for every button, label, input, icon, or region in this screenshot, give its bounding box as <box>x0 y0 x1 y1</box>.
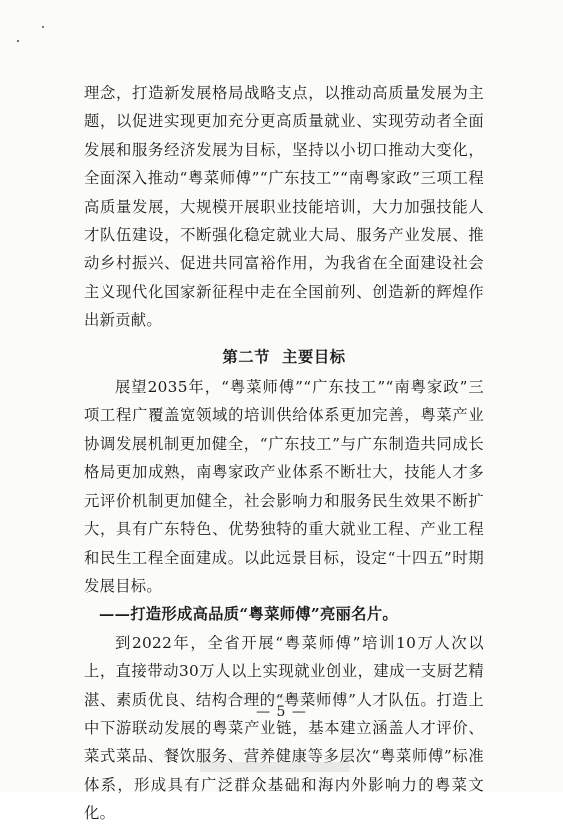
scan-speck <box>17 40 19 42</box>
page-number: — 5 — <box>256 704 307 720</box>
section-title: 主要目标 <box>282 347 346 366</box>
section-number: 第二节 <box>222 347 271 366</box>
vision-paragraph: 展望2035年，“粤菜师傅”“广东技工”“南粤家政”三项工程广覆盖宽领域的培训供给体系更加完善，粤菜产业协调发展机制更加健全，“广东技工”与广东制造共同成长格局更加成熟，南粤家政产业体系不断壮大，技能人才多元评价机制更加健全，社会影响力和服务民生效果不断扩大，具有广东特色、优势独特的重大就业工程、产业工程和民生工程全面建成。以此远景目标，设定“十四五”时期发展目标。 <box>84 378 484 595</box>
goal-one-heading: ——打造形成高品质“粤菜师傅”亮丽名片。 <box>99 605 398 624</box>
intro-paragraph: 理念，打造新发展格局战略支点，以推动高质量发展为主题，以促进实现更加充分更高质量就业、实现劳动者全面发展和服务经济发展为目标，坚持以小切口推动大变化，全面深入推动“粤菜师傅”“广东技工”“南粤家政”三项工程高质量发展，大规模开展职业技能培训，大力加强技能人才队伍建设，不断强化稳定就业大局、服务产业发展、推动乡村振兴、促进共同富裕作用，为我省在全面建设社会主义现代化国家新征程中走在全国前列、创造新的辉煌作出新贡献。 <box>84 84 484 330</box>
goal-one-paragraph: 到2022年，全省开展“粤菜师傅”培训10万人次以上，直接带动30万人以上实现就业创业，建成一支厨艺精湛、素质优良、结构合理的“粤菜师傅”人才队伍。打造上中下游联动发展的粤菜产业链，基本建立涵盖人才评价、菜式菜品、餐饮服务、营养健康等多层次“粤菜师傅”标准体系，形成具有广泛群众基础和海内外影响力的粤菜文化。 <box>84 633 484 823</box>
scan-speck <box>42 26 44 28</box>
section-heading <box>84 343 484 371</box>
